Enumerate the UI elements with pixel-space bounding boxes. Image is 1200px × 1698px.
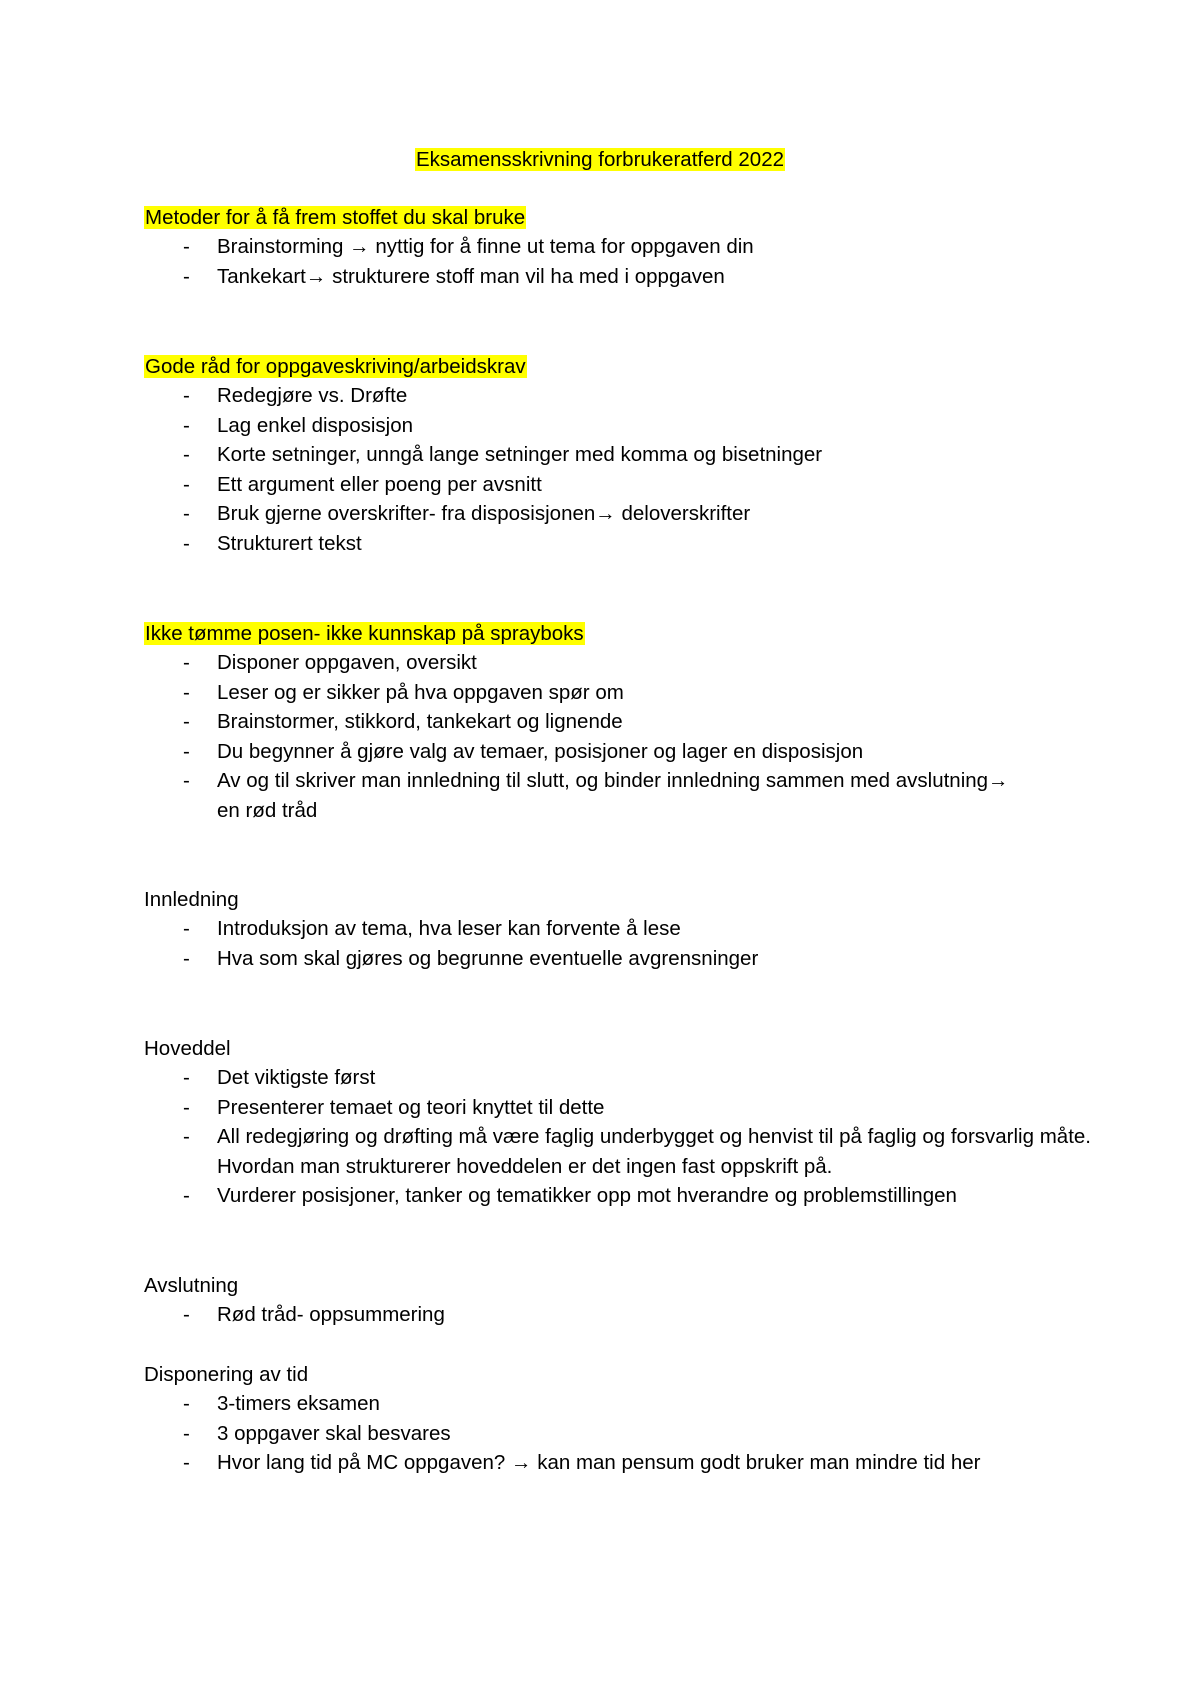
bullet-list: [144, 1389, 1104, 1478]
list-item: [144, 648, 1104, 678]
section-heading: [144, 1360, 1104, 1389]
section-heading: [144, 885, 1104, 914]
section-disponering-av-tid: [144, 1360, 1104, 1478]
list-item: [144, 737, 1104, 767]
list-item-text: All redegjøring og drøfting må være faglig underbygget og henvist til på faglig og forsvarlig måte. Hvordan man strukturerer hoveddelen er det ingen fast oppskrift på.: [217, 1125, 1091, 1178]
list-item-text: Korte setninger, unngå lange setninger med komma og bisetninger: [217, 443, 823, 467]
list-item: [144, 1419, 1104, 1449]
list-item-text: Vurderer posisjoner, tanker og tematikker opp mot hverandre og problemstillingen: [217, 1184, 957, 1208]
bullet-dash: -: [183, 769, 190, 793]
list-item: [144, 766, 1037, 825]
bullet-list: [144, 381, 1104, 559]
section-innledning: [144, 885, 1104, 973]
list-item-text: Disponer oppgaven, oversikt: [217, 651, 477, 674]
list-item: [144, 1389, 1104, 1419]
section-gode-rad: [144, 352, 1104, 559]
bullet-dash: -: [183, 472, 190, 496]
list-item-text: Strukturert tekst: [217, 531, 362, 555]
bullet-dash: -: [183, 710, 190, 734]
list-item-text: Rød tråd- oppsummering: [217, 1303, 445, 1326]
bullet-dash: -: [183, 531, 190, 555]
section-heading: [144, 1271, 1104, 1300]
list-item: [144, 707, 1104, 737]
list-item-text: Hva som skal gjøres og begrunne eventuelle avgrensninger: [217, 946, 759, 970]
list-item: [144, 411, 1104, 441]
section-metoder: [144, 203, 1104, 291]
bullet-dash: -: [183, 739, 190, 763]
bullet-dash: -: [183, 1421, 190, 1445]
bullet-dash: -: [183, 1392, 190, 1415]
section-heading: [144, 203, 1104, 232]
section-heading-text: Metoder for å få frem stoffet du skal bruke: [145, 206, 526, 229]
list-item: [144, 440, 1104, 470]
list-item-text: 3-timers eksamen: [217, 1392, 380, 1415]
bullet-dash: -: [183, 502, 190, 526]
list-item-text: Av og til skriver man innledning til slutt, og binder innledning sammen med avslutning→ en rød tråd: [217, 769, 1009, 822]
bullet-list: [144, 1063, 1104, 1211]
bullet-dash: -: [183, 384, 190, 407]
bullet-dash: -: [183, 1095, 190, 1119]
list-item: [144, 944, 1104, 974]
list-item-text: Bruk gjerne overskrifter- fra disposisjonen→ deloverskrifter: [217, 502, 751, 526]
section-heading-text: Disponering av tid: [144, 1363, 309, 1386]
section-heading-text: Ikke tømme posen- ikke kunnskap på sprayboks: [145, 622, 584, 645]
list-item: [144, 1063, 1104, 1093]
section-heading-text: Hoveddel: [144, 1037, 231, 1060]
section-heading-text: Innledning: [144, 888, 239, 911]
bullet-dash: -: [183, 680, 190, 704]
bullet-dash: -: [183, 1451, 190, 1475]
document-title: [0, 146, 1200, 174]
bullet-dash: -: [183, 1184, 190, 1208]
bullet-dash: -: [183, 946, 190, 970]
list-item: [144, 1093, 1104, 1123]
list-item-text: Redegjøre vs. Drøfte: [217, 384, 408, 407]
bullet-list: [144, 914, 1104, 973]
list-item-text: Det viktigste først: [217, 1066, 376, 1089]
list-item-text: Brainstorming → nyttig for å finne ut tema for oppgaven din: [217, 235, 754, 258]
list-item: [144, 529, 1104, 559]
list-item: [144, 262, 1104, 292]
section-heading-text: Gode råd for oppgaveskriving/arbeidskrav: [145, 355, 526, 378]
list-item-text: Brainstormer, stikkord, tankekart og lignende: [217, 710, 623, 734]
list-item: [144, 1300, 1104, 1330]
bullet-dash: -: [183, 1066, 190, 1089]
list-item: [144, 381, 1104, 411]
section-heading: [144, 352, 1104, 381]
bullet-dash: -: [183, 413, 190, 437]
section-heading-text: Avslutning: [144, 1274, 239, 1297]
bullet-dash: -: [183, 1125, 190, 1149]
list-item-text: Introduksjon av tema, hva leser kan forvente å lese: [217, 917, 681, 940]
bullet-dash: -: [183, 264, 190, 288]
list-item: [144, 1122, 1117, 1181]
section-ikke-tomme-posen: [144, 619, 1104, 826]
list-item-text: Ett argument eller poeng per avsnitt: [217, 472, 542, 496]
list-item: [144, 914, 1104, 944]
section-hoveddel: [144, 1034, 1104, 1211]
list-item-text: Hvor lang tid på MC oppgaven? → kan man pensum godt bruker man mindre tid her: [217, 1451, 981, 1475]
bullet-dash: -: [183, 917, 190, 940]
list-item-text: Presenterer temaet og teori knyttet til dette: [217, 1095, 605, 1119]
list-item: [144, 1448, 1104, 1478]
list-item-text: Du begynner å gjøre valg av temaer, posisjoner og lager en disposisjon: [217, 739, 864, 763]
section-avslutning: [144, 1271, 1104, 1330]
list-item-text: Tankekart→ strukturere stoff man vil ha med i oppgaven: [217, 264, 725, 288]
bullet-dash: -: [183, 1303, 190, 1326]
bullet-dash: -: [183, 443, 190, 467]
list-item: [144, 678, 1104, 708]
bullet-list: [144, 232, 1104, 291]
section-heading: [144, 619, 1104, 648]
list-item: [144, 1181, 1104, 1211]
list-item: [144, 499, 1104, 529]
bullet-dash: -: [183, 651, 190, 674]
bullet-dash: -: [183, 235, 190, 258]
list-item-text: 3 oppgaver skal besvares: [217, 1421, 451, 1445]
section-heading: [144, 1034, 1104, 1063]
document-title-text: Eksamensskrivning forbrukeratferd 2022: [415, 148, 785, 171]
list-item: [144, 470, 1104, 500]
list-item: [144, 232, 1104, 262]
list-item-text: Leser og er sikker på hva oppgaven spør om: [217, 680, 624, 704]
bullet-list: [144, 1300, 1104, 1330]
bullet-list: [144, 648, 1104, 826]
list-item-text: Lag enkel disposisjon: [217, 413, 414, 437]
